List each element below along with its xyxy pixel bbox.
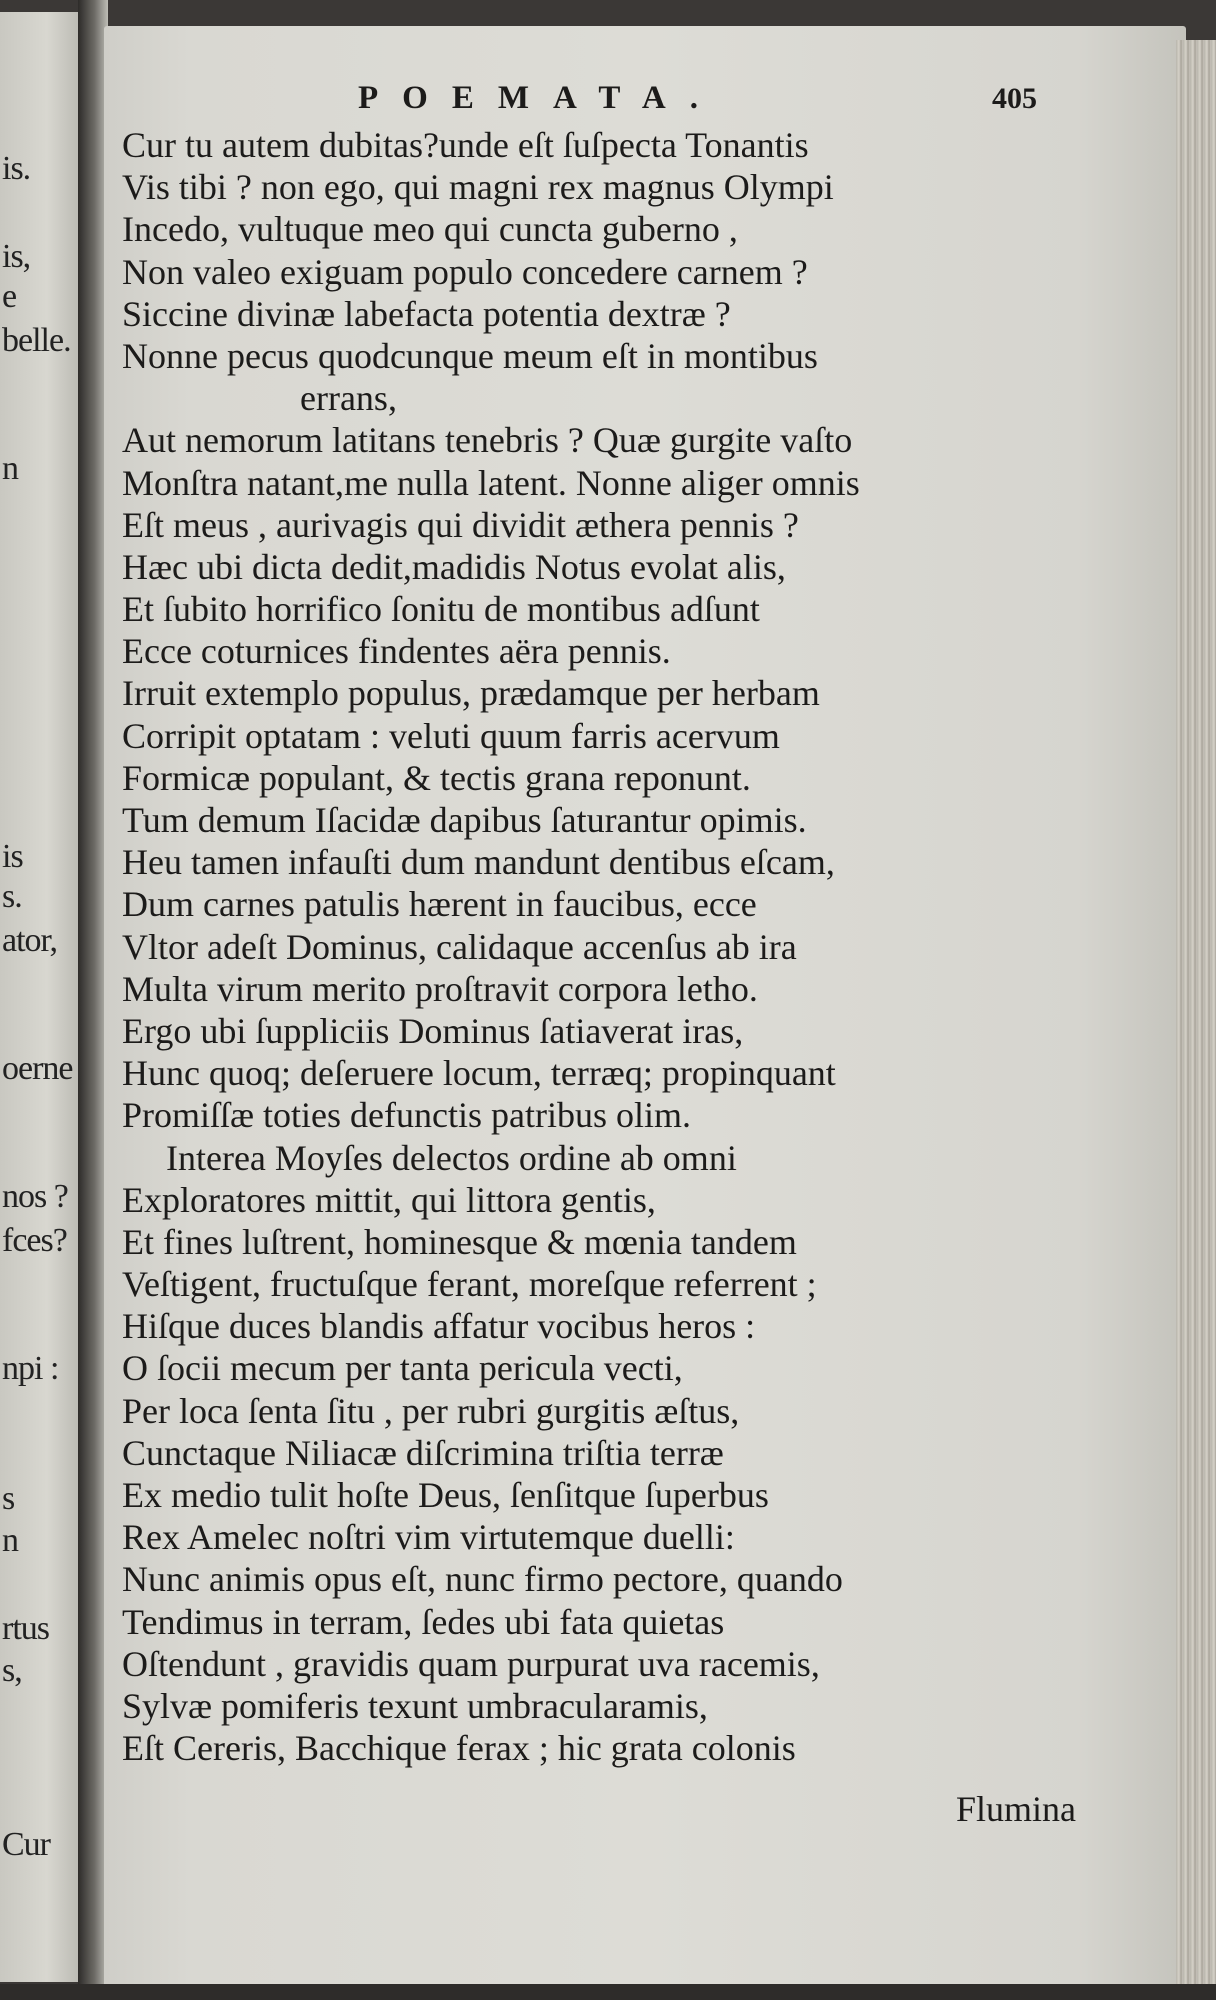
left-page-fragment: e — [2, 278, 17, 315]
verse-line: Exploratores mittit, qui littora gentis, — [122, 1179, 656, 1220]
verse-line: Et fines luſtrent, hominesque & mœnia tandem — [122, 1221, 797, 1262]
left-page-fragment: s. — [2, 878, 22, 915]
left-page-fragment: n — [2, 450, 18, 487]
verse-line: Cur tu autem dubitas?unde eſt ſuſpecta Tonantis — [122, 125, 809, 165]
verse-line: Tum demum Iſacidæ dapibus ſaturantur opimis. — [122, 800, 807, 840]
verse-line: Dum carnes patulis hærent in faucibus, ecce — [122, 884, 757, 925]
verse-line: Formicæ populant, & tectis grana reponunt. — [122, 757, 751, 798]
verse-line: Ecce coturnices findentes aëra pennis. — [122, 631, 671, 672]
page-number: 405 — [992, 82, 1037, 115]
verse-line: Hunc quoq; deſeruere locum, terræq; propinquant — [122, 1053, 836, 1094]
bottom-border — [0, 1984, 1216, 2000]
left-page-fragment: is, — [2, 238, 31, 275]
verse-line: Eſt meus , aurivagis qui dividit æthera pennis ? — [122, 504, 799, 545]
left-page-fragment: n — [2, 1522, 18, 1559]
verse-line: Promiſſæ toties defunctis patribus olim. — [122, 1095, 691, 1136]
left-page-fragment: rtus — [2, 1610, 49, 1647]
left-page-sliver — [0, 12, 78, 1982]
left-page-fragment: npi : — [2, 1350, 59, 1387]
left-page-fragment: s, — [2, 1652, 22, 1689]
left-page-fragment: ator, — [2, 922, 57, 959]
verse-line: Sylvæ pomiferis texunt umbracularamis, — [122, 1685, 708, 1726]
verse-line: Irruit extemplo populus, prædamque per herbam — [122, 673, 820, 714]
poem-text — [122, 124, 1082, 1769]
verse-line: O ſocii mecum per tanta pericula vecti, — [122, 1348, 683, 1389]
verse-line: Corripit optatam : veluti quum farris acervum — [122, 715, 780, 756]
verse-line: Vis tibi ? non ego, qui magni rex magnus Olympi — [122, 167, 834, 208]
left-page-fragment: Cur — [2, 1826, 50, 1863]
verse-line: Nunc animis opus eſt, nunc firmo pectore, quando — [122, 1559, 843, 1600]
left-page-fragment: is. — [2, 150, 31, 187]
left-page-fragment: fces? — [2, 1222, 67, 1259]
left-page-fragment: oerne — [2, 1050, 73, 1087]
verse-line: Per loca ſenta ſitu , per rubri gurgitis æſtus, — [122, 1390, 740, 1431]
verse-line: Tendimus in terram, ſedes ubi fata quietas — [122, 1601, 725, 1642]
verse-line: Et ſubito horrifico ſonitu de montibus adſunt — [122, 589, 760, 630]
left-page-fragment: belle. — [2, 322, 71, 359]
verse-line: Aut nemorum latitans tenebris ? Quæ gurgite vaſto — [122, 420, 853, 461]
verse-line: Ex medio tulit hoſte Deus, ſenſitque ſuperbus — [122, 1475, 769, 1515]
verse-line: Hiſque duces blandis affatur vocibus heros : — [122, 1306, 756, 1347]
verse-line: Vltor adeſt Dominus, calidaque accenſus ab ira — [122, 926, 797, 967]
verse-line: Oſtendunt , gravidis quam purpurat uva racemis, — [122, 1643, 820, 1684]
verse-line: Heu tamen infauſti dum mandunt dentibus eſcam, — [122, 842, 835, 883]
page-edges — [1176, 40, 1216, 2000]
verse-line: Non valeo exiguam populo concedere carnem ? — [122, 251, 808, 292]
verse-line: Eſt Cereris, Bacchique ferax ; hic grata colonis — [122, 1728, 796, 1769]
running-title: POEMATA. — [358, 80, 723, 116]
verse-line: Monſtra natant,me nulla latent. Nonne aliger omnis — [122, 462, 860, 503]
verse-line-paragraph-start: Interea Moyſes delectos ordine ab omni — [166, 1137, 737, 1178]
verse-line: Ergo ubi ſuppliciis Dominus ſatiaverat iras, — [122, 1010, 744, 1051]
verse-line: Hæc ubi dicta dedit,madidis Notus evolat alis, — [122, 546, 786, 587]
verse-line: Veſtigent, fructuſque ferant, moreſque referrent ; — [122, 1264, 817, 1305]
catchword: Flumina — [955, 1789, 1076, 1829]
left-page-fragment: is — [2, 838, 23, 875]
left-page-fragment: nos ? — [2, 1178, 68, 1215]
verse-line: Incedo, vultuque meo qui cuncta guberno , — [122, 209, 738, 250]
verse-line: Rex Amelec noſtri vim virtutemque duelli: — [122, 1517, 735, 1558]
page-header — [104, 80, 1186, 124]
verse-line: Cunctaque Niliacæ diſcrimina triſtia terræ — [122, 1432, 724, 1473]
left-page-fragment: s — [2, 1480, 15, 1517]
verse-line: Siccine divinæ labefacta potentia dextræ ? — [122, 293, 731, 334]
verse-line-turnover: errans, — [300, 378, 397, 419]
verse-line: Multa virum merito proſtravit corpora letho. — [122, 968, 758, 1009]
verse-line: Nonne pecus quodcunque meum eſt in montibus — [122, 335, 818, 376]
